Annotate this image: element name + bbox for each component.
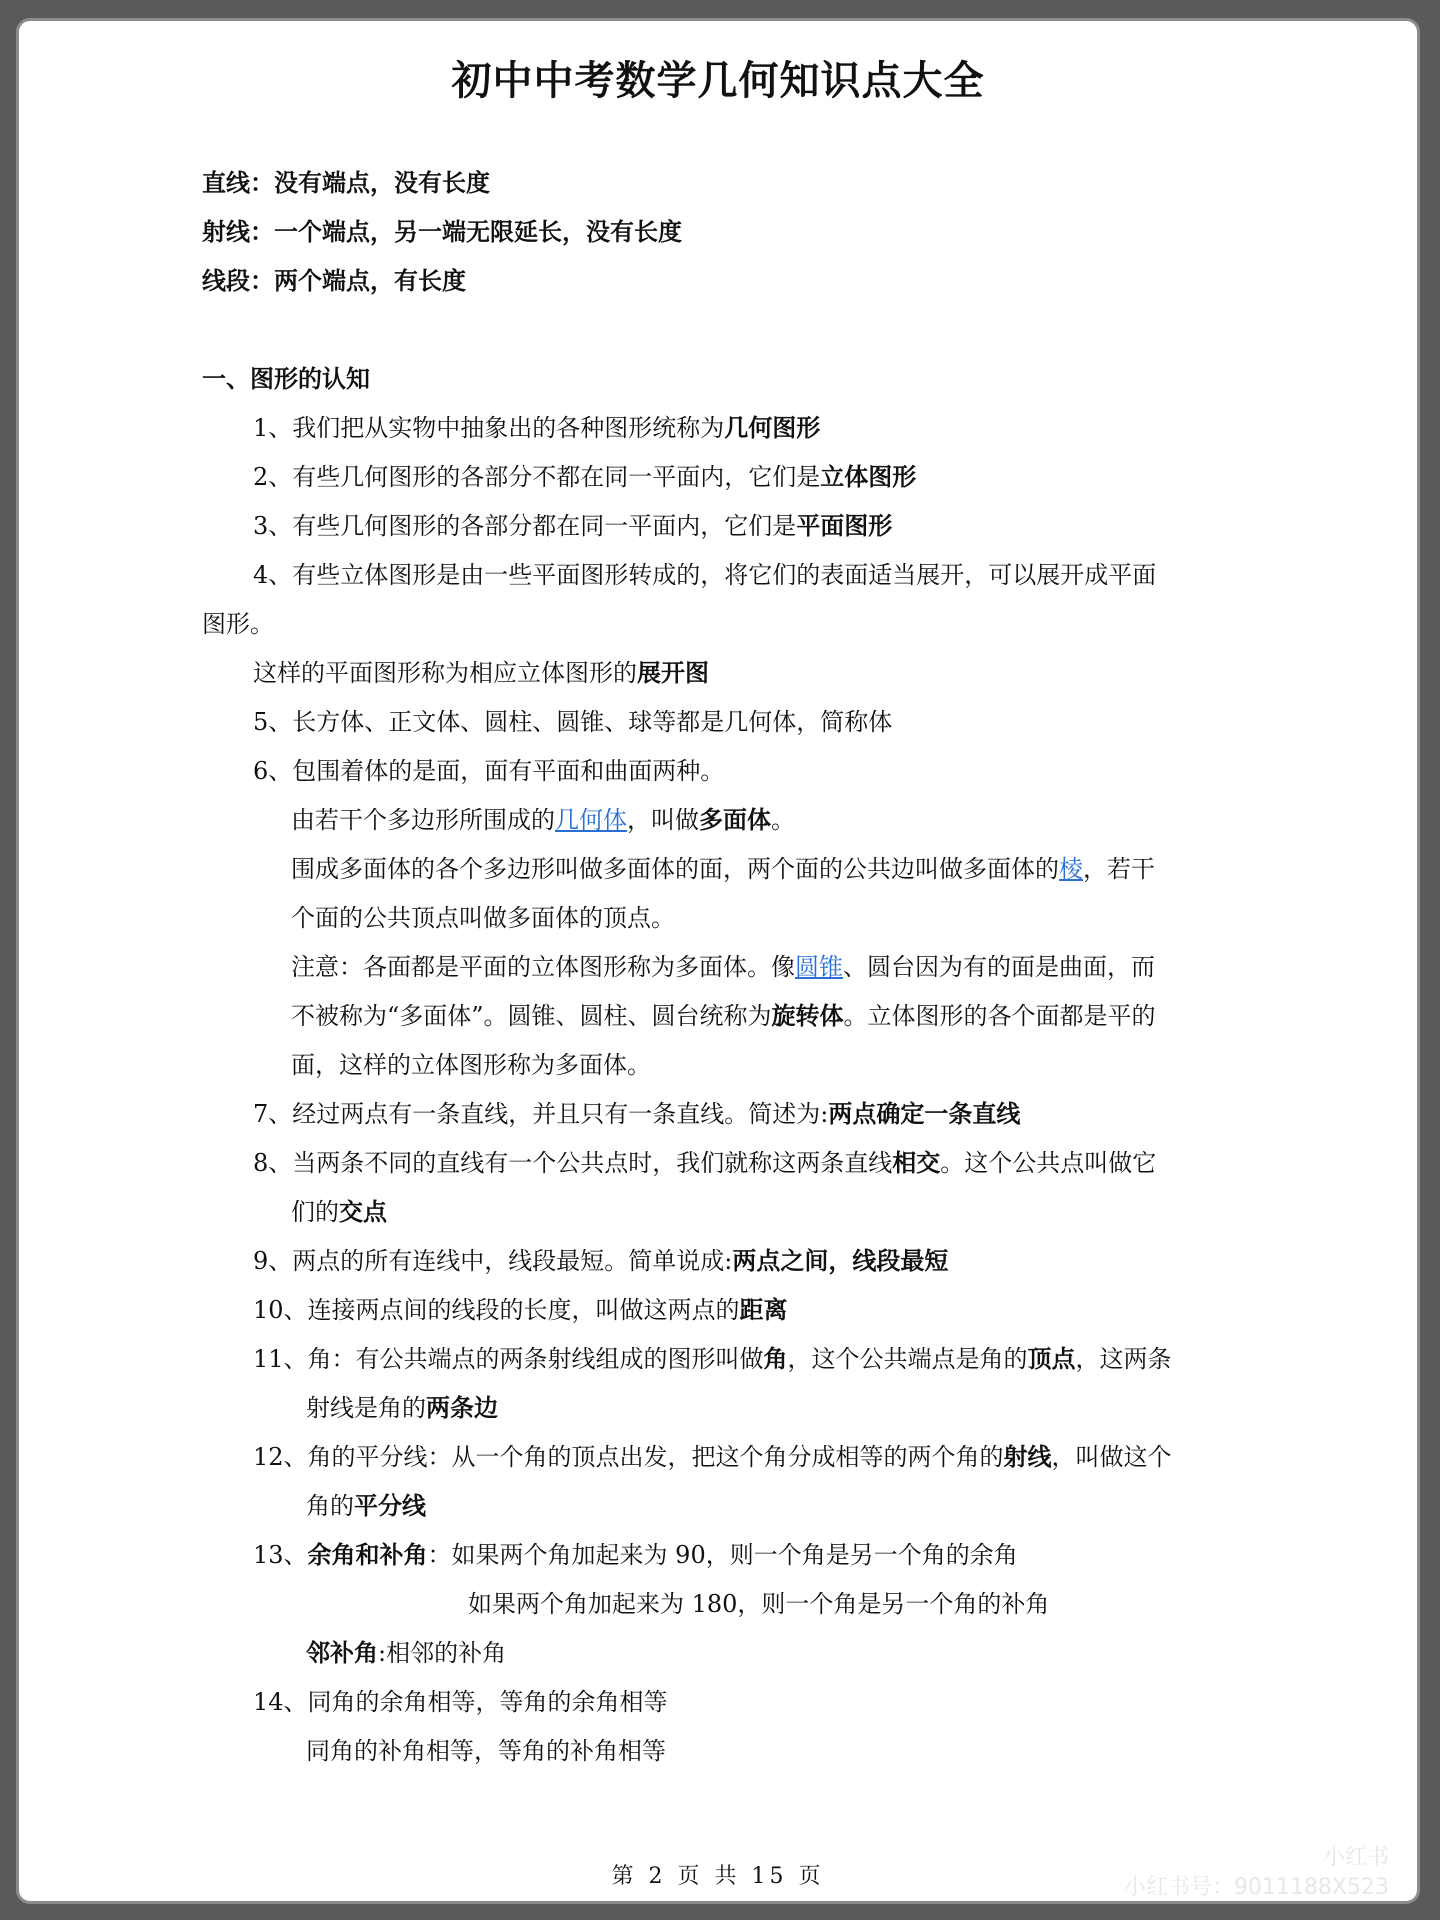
document-page bbox=[16, 18, 1420, 1904]
item-6-line-5 bbox=[291, 951, 1155, 983]
item-text: 3、有些几何图形的各部分都在同一平面内，它们是 bbox=[253, 512, 797, 540]
item-text: 8、当两条不同的直线有一个公共点时，我们就称这两条直线 bbox=[253, 1149, 893, 1177]
item-4-line-2: 图形。 bbox=[202, 610, 274, 638]
item-14-line-2: 同角的补角相等，等角的补角相等 bbox=[306, 1737, 666, 1765]
item-text: 13、 bbox=[253, 1541, 308, 1569]
item-term: 两点确定一条直线 bbox=[828, 1100, 1021, 1128]
section-heading: 一、图形的认知 bbox=[202, 365, 370, 393]
item-14-line-1: 14、同角的余角相等，等角的余角相等 bbox=[253, 1688, 668, 1716]
item-11-line-2 bbox=[306, 1392, 498, 1424]
item-text: ，叫做 bbox=[627, 806, 699, 834]
item-13-line-3 bbox=[306, 1637, 506, 1669]
item-term: 两点之间，线段最短 bbox=[732, 1247, 949, 1275]
item-term: 顶点 bbox=[1027, 1345, 1076, 1373]
item-10 bbox=[253, 1294, 788, 1326]
item-text: ，叫做这个 bbox=[1051, 1443, 1172, 1471]
item-text: 12、角的平分线：从一个角的顶点出发，把这个角分成相等的两个角的 bbox=[253, 1443, 1004, 1471]
item-8-line-2 bbox=[291, 1196, 387, 1228]
item-8-line-1 bbox=[253, 1147, 1156, 1179]
item-text: 围成多面体的各个多边形叫做多面体的面，两个面的公共边叫做多面体的 bbox=[291, 855, 1059, 883]
item-text: ，这两条 bbox=[1075, 1345, 1172, 1373]
item-term: 旋转体 bbox=[771, 1002, 844, 1030]
item-term: 余角和补角 bbox=[307, 1541, 428, 1569]
link-edge[interactable]: 棱 bbox=[1059, 855, 1083, 883]
item-text: ，若干 bbox=[1083, 855, 1155, 883]
item-12-line-2 bbox=[306, 1490, 426, 1522]
item-1 bbox=[253, 412, 820, 444]
intro-text: 两个端点，有长度 bbox=[274, 267, 466, 295]
intro-label: 线段： bbox=[202, 267, 274, 295]
item-4-line-3 bbox=[253, 657, 709, 689]
item-13-line-2: 如果两个角加起来为 180，则一个角是另一个角的补角 bbox=[468, 1590, 1050, 1618]
item-text: 。立体图形的各个面都是平的 bbox=[843, 1002, 1156, 1030]
item-text: 10、连接两点间的线段的长度，叫做这两点的 bbox=[253, 1296, 740, 1324]
watermark-id: 小红书号：9011188X523 bbox=[1123, 1875, 1389, 1900]
item-3 bbox=[253, 510, 892, 542]
item-5: 5、长方体、正文体、圆柱、圆锥、球等都是几何体，简称体 bbox=[253, 708, 893, 736]
item-term: 交点 bbox=[339, 1198, 387, 1226]
item-text: ：如果两个角加起来为 90，则一个角是另一个角的余角 bbox=[427, 1541, 1018, 1569]
link-cone[interactable]: 圆锥 bbox=[795, 953, 843, 981]
item-term: 平分线 bbox=[354, 1492, 426, 1520]
intro-text: 没有端点，没有长度 bbox=[274, 169, 490, 197]
item-2 bbox=[253, 461, 916, 493]
link-polyhedron[interactable]: 几何体 bbox=[555, 806, 627, 834]
item-text: ，这个公共端点是角的 bbox=[787, 1345, 1028, 1373]
item-6-line-3 bbox=[291, 853, 1155, 885]
item-text: 射线是角的 bbox=[306, 1394, 426, 1422]
item-term: 射线 bbox=[1003, 1443, 1052, 1471]
item-text: 1、我们把从实物中抽象出的各种图形统称为 bbox=[253, 414, 725, 442]
item-term: 邻补角 bbox=[306, 1639, 378, 1667]
item-6-line-6 bbox=[291, 1000, 1156, 1032]
intro-line-1 bbox=[202, 167, 490, 199]
item-12-line-1 bbox=[253, 1441, 1172, 1473]
item-term: 距离 bbox=[739, 1296, 788, 1324]
item-text: 注意：各面都是平面的立体图形称为多面体。像 bbox=[291, 953, 795, 981]
page-footer: 第 2 页 共 15 页 bbox=[611, 1864, 825, 1889]
item-text: 们的 bbox=[291, 1198, 339, 1226]
item-9 bbox=[253, 1245, 948, 1277]
intro-line-2 bbox=[202, 216, 682, 248]
item-11-line-1 bbox=[253, 1343, 1172, 1375]
item-text: 2、有些几何图形的各部分不都在同一平面内，它们是 bbox=[253, 463, 821, 491]
item-term: 平面图形 bbox=[796, 512, 893, 540]
item-6-line-2 bbox=[291, 804, 795, 836]
watermark bbox=[1124, 1843, 1389, 1903]
item-term: 展开图 bbox=[637, 659, 709, 687]
intro-label: 直线： bbox=[202, 169, 274, 197]
intro-line-3 bbox=[202, 265, 466, 297]
item-text: :相邻的补角 bbox=[378, 1639, 507, 1667]
item-4-line-1: 4、有些立体图形是由一些平面图形转成的，将它们的表面适当展开，可以展开成平面 bbox=[253, 561, 1157, 589]
page-title: 初中中考数学几何知识点大全 bbox=[451, 58, 985, 104]
intro-text: 一个端点，另一端无限延长，没有长度 bbox=[274, 218, 682, 246]
item-term: 角 bbox=[763, 1345, 788, 1373]
item-term: 相交 bbox=[892, 1149, 941, 1177]
item-7 bbox=[253, 1098, 1020, 1130]
item-6-line-4: 个面的公共顶点叫做多面体的顶点。 bbox=[291, 904, 675, 932]
watermark-brand: 小红书 bbox=[1322, 1845, 1389, 1870]
item-term: 两条边 bbox=[426, 1394, 498, 1422]
item-term: 几何图形 bbox=[724, 414, 821, 442]
item-text: 。这个公共点叫做它 bbox=[940, 1149, 1157, 1177]
item-text: 角的 bbox=[306, 1492, 354, 1520]
item-text: 、圆台因为有的面是曲面，而 bbox=[843, 953, 1155, 981]
intro-label: 射线： bbox=[202, 218, 274, 246]
item-6-line-1: 6、包围着体的是面，面有平面和曲面两种。 bbox=[253, 757, 725, 785]
item-text: 这样的平面图形称为相应立体图形的 bbox=[253, 659, 637, 687]
item-6-line-7: 面，这样的立体图形称为多面体。 bbox=[291, 1051, 651, 1079]
item-term: 立体图形 bbox=[820, 463, 917, 491]
item-text: 11、角：有公共端点的两条射线组成的图形叫做 bbox=[253, 1345, 764, 1373]
item-term: 多面体 bbox=[699, 806, 771, 834]
item-text: 。 bbox=[771, 806, 795, 834]
item-13-line-1 bbox=[253, 1539, 1018, 1571]
item-text: 由若干个多边形所围成的 bbox=[291, 806, 555, 834]
item-text: 9、两点的所有连线中，线段最短。简单说成: bbox=[253, 1247, 733, 1275]
item-text: 7、经过两点有一条直线，并且只有一条直线。简述为: bbox=[253, 1100, 829, 1128]
item-text: 不被称为“多面体”。圆锥、圆柱、圆台统称为 bbox=[291, 1002, 772, 1030]
